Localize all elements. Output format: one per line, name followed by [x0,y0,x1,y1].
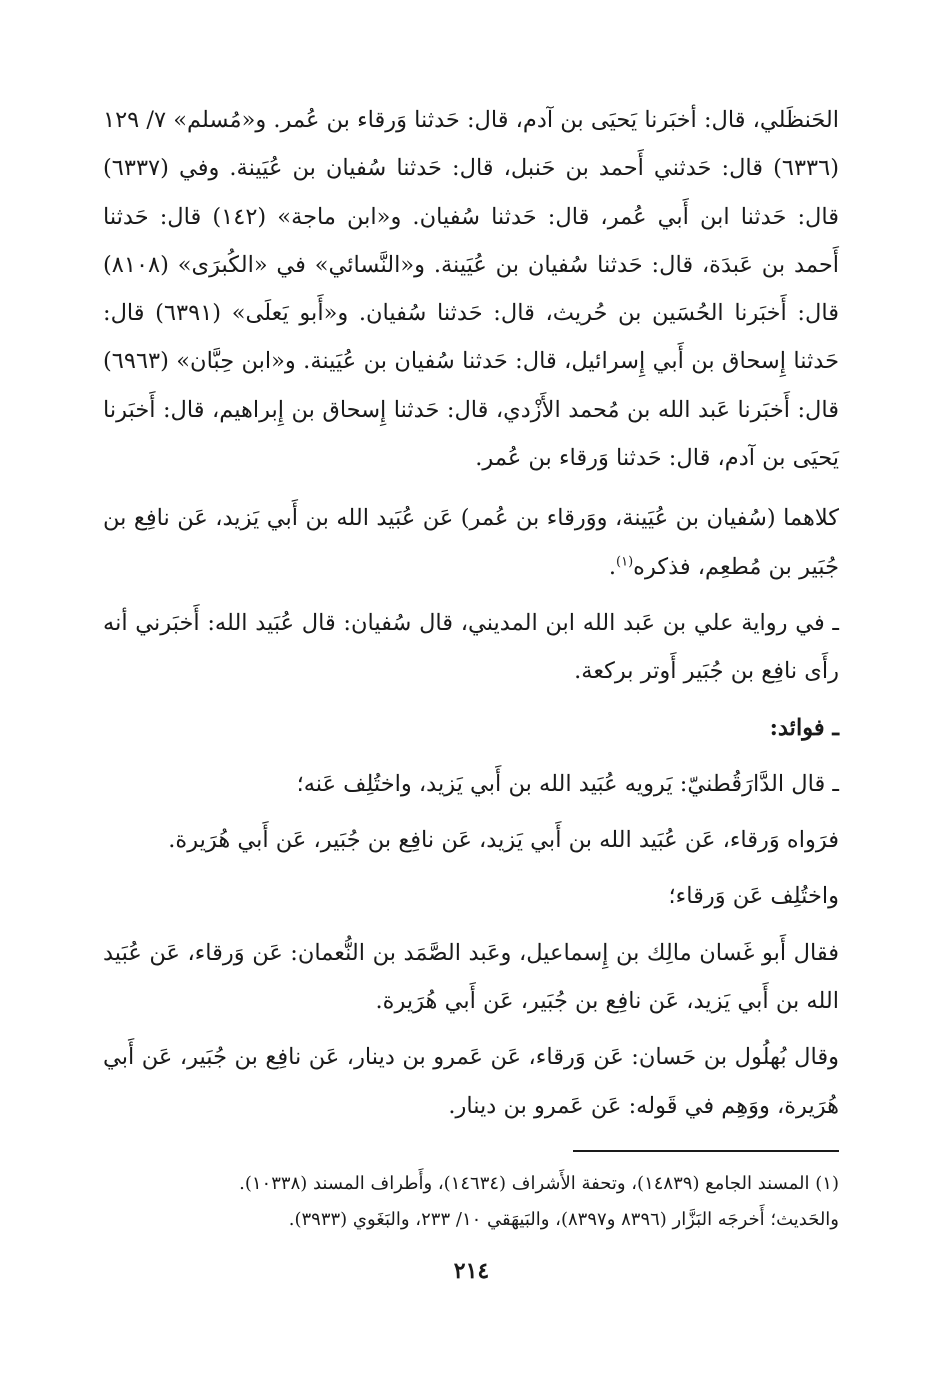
page-number: ٢١٤ [453,1258,490,1284]
buhlul-narration: وقال بُهلُول بن حَسان: عَن وَرقاء، عَن عَمرو بن دينار، عَن نافِع بن جُبَير، عَن أَبي هُرَيرة، ووَهِم في قَوله: عَن عَمرو بن دينار. [103,1044,839,1119]
footnotes [103,1166,839,1238]
footnote-reference[interactable]: (١) [616,554,634,570]
footnote-divider [573,1150,839,1152]
abu-ghassan-narration: فقال أَبو غَسان مالِك بن إِسماعيل، وعَبد الصَّمَد بن النُّعمان: عَن وَرقاء، عَن عُبَيد الله بن أَبي يَزيد، عَن نافِع بن جُبَير، عَن أَبي هُرَيرة. [103,939,839,1015]
warqa-narration: فرَواه وَرقاء، عَن عُبَيد الله بن أَبي يَزيد، عَن نافِع بن جُبَير، عَن أَبي هُرَيرة. [168,827,839,854]
chain-summary-text: كلاهما (سُفيان بن عُيَينة، ووَرقاء بن عُمر) عَن عُبَيد الله بن أَبي يَزيد، عَن نافِع بن جُبَير بن مُطعِم، فذكره [103,505,839,580]
isnad-paragraph: الحَنظَلي، قال: أخبَرنا يَحيَى بن آدم، قال: حَدثنا وَرقاء بن عُمر. و«مُسلم» ٧/ ١٢٩ (٦٣٣٦) قال: حَدثني أَحمد بن حَنبل، قال: حَدثنا سُفيان بن عُيَينة. وفي (٦٣٣٧) قال: حَدثنا ابن أَبي عُمر، قال: حَدثنا سُفيان. و«ابن ماجة» (١٤٢) قال: حَدثنا أَحمد بن عَبدَة، قال: حَدثنا سُفيان بن عُيَينة. و«النَّسائي» في «الكُبرَى» (٨١٠٨) قال: أَخبَرنا الحُسَين بن حُريث، قال: حَدثنا سُفيان. و«أَبو يَعلَى» (٦٣٩١) قال: حَدثنا إِسحاق بن أَبي إِسرائيل، قال: حَدثنا سُفيان بن عُيَينة. و«ابن حِبَّان» (٦٩٦٣) قال: أَخبَرنا عَبد الله بن مُحمد الأَزْدي، قال: حَدثنا إِسحاق بن إِبراهيم، قال: أَخبَرنا يَحيَى بن آدم، قال: حَدثنا وَرقاء بن عُمر. [103,107,840,472]
daraqutni-quote: ـ قال الدَّارَقُطنيّ: يَرويه عُبَيد الله بن أَبي يَزيد، واختُلِف عَنه؛ [296,770,839,797]
chain-summary-paragraph [103,494,839,591]
footnote-1: (١) المسند الجامع (١٤٨٣٩)، وتحفة الأَشراف (١٤٦٣٤)، وأَطراف المسند (١٠٣٣٨). [239,1173,839,1194]
warqa-disagreement: واختُلِف عَن وَرقاء؛ [668,883,839,910]
narration-note-paragraph: ـ في رواية علي بن عَبد الله ابن المديني، قال سُفيان: قال عُبَيد الله: أَخبَرني أنه رأَى نافِع بن جُبَير أَوتر بركعة. [103,609,839,685]
chain-summary-end: . [608,553,617,580]
footnote-1-continuation: والحَديث؛ أَخرجَه البَزَّار (٨٣٩٦ و٨٣٩٧)، والبَيهَقي ١٠/ ٢٣٣، والبَغَوي (٣٩٣٣). [288,1209,839,1230]
benefits-heading: ـ فوائد: [769,714,839,741]
main-text [103,96,839,1138]
